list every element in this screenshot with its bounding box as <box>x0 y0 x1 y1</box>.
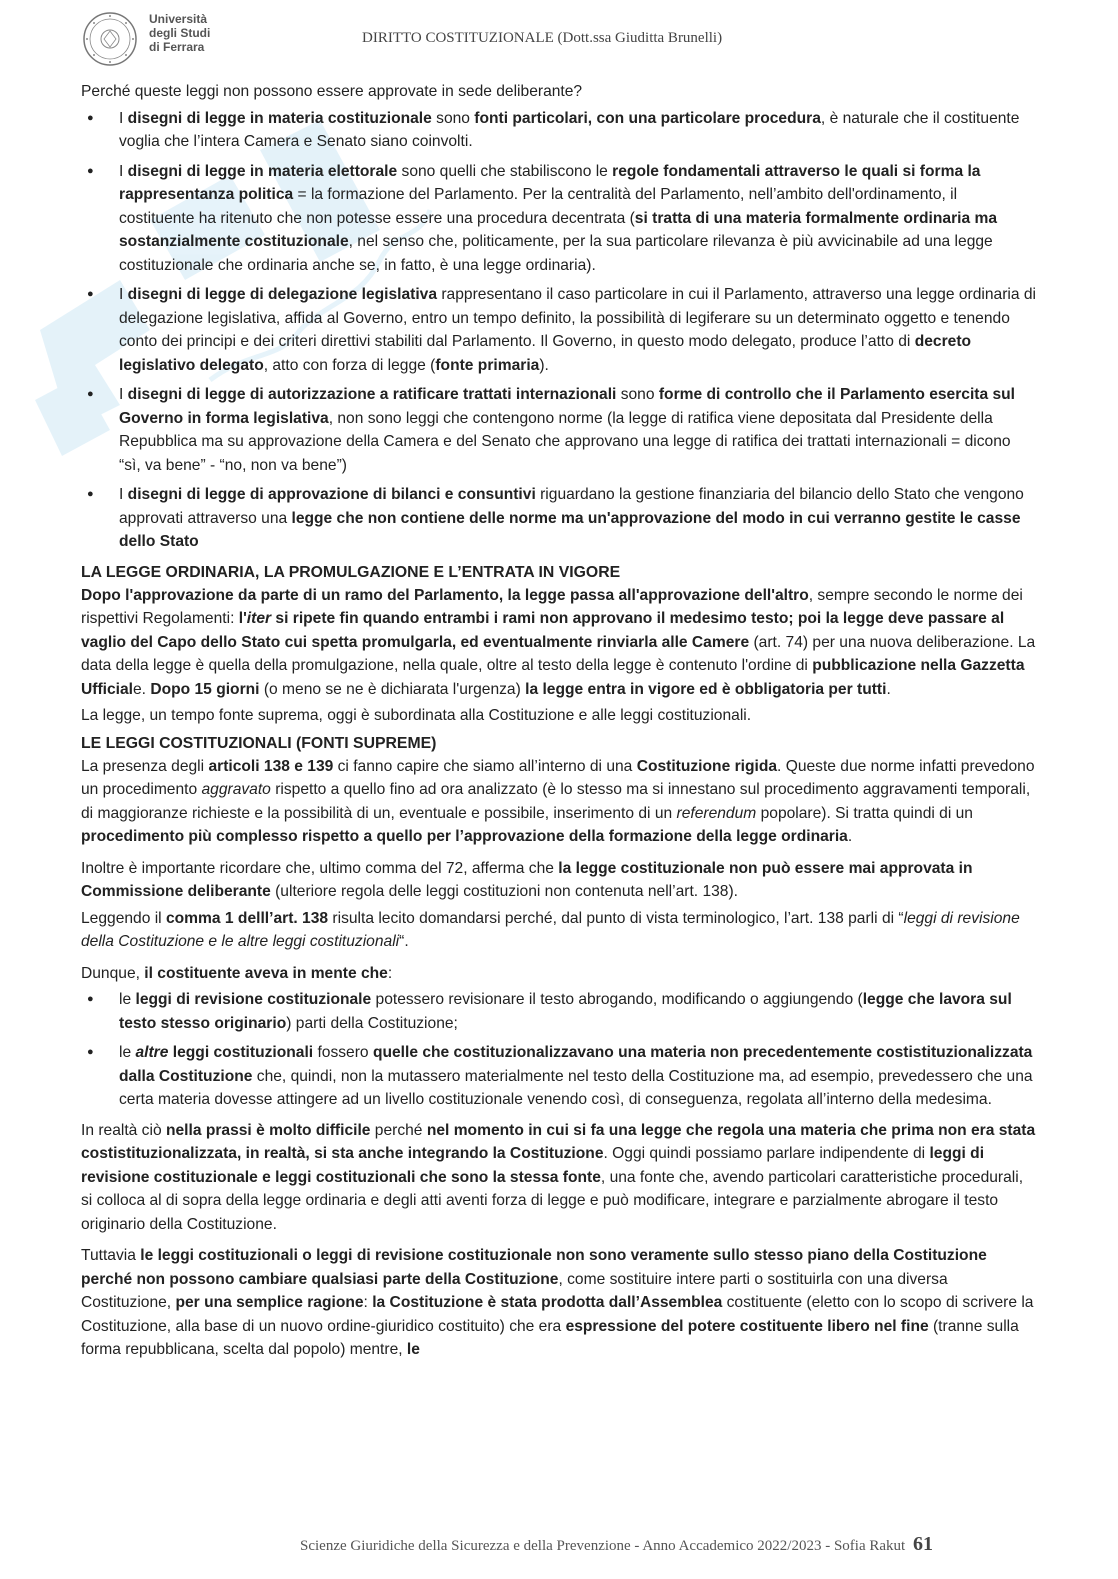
page-number: 61 <box>912 1533 933 1555</box>
paragraph: La legge, un tempo fonte suprema, oggi è subordinata alla Costituzione e alle leggi costituzionali. <box>81 707 752 724</box>
paragraph: Leggendo il comma 1 delll’art. 138 risulta lecito domandarsi perché, dal punto di vista terminologico, l’art. 138 parli di “leggi di revisione della Costituzione e le altre leggi costituzionali“. <box>81 909 1020 950</box>
footer-text: Scienze Giuridiche della Sicurezza e della Prevenzione - Anno Accademico 2022/2023 - Sofia Rakut <box>300 1538 906 1554</box>
section-heading-constitutional-laws: LE LEGGI COSTITUZIONALI (FONTI SUPREME) <box>81 734 437 752</box>
university-seal-icon <box>82 11 138 67</box>
university-name: Università degli Studi di Ferrara <box>149 12 211 54</box>
paragraph: Dopo l'approvazione da parte di un ramo del Parlamento, la legge passa all'approvazione dell'altro, sempre secondo le norme dei rispettivi Regolamenti: l'iter si ripete fin quando entrambi i rami non approvano il medesimo testo; poi la legge deve passare al vaglio del Capo dello Stato cui spetta promulgarla, ed eventualmente rinviarla alle Camere (art. 74) per una nuova deliberazione. La data della legge è quella della promulgazione, nella quale, oltre al testo della legge è contenuto l'ordine di pubblicazione nella Gazzetta Ufficiale. Dopo 15 giorni (o meno se ne è dichiarata l'urgenza) la legge entra in vigore ed è obbligatoria per tutti. <box>81 586 1036 698</box>
paragraph: In realtà ciò nella prassi è molto difficile perché nel momento in cui si fa una legge che regola una materia che prima non era stata costistituzionalizzata, in realtà, si sta anche integrando la Costituzione. Oggi quindi possiamo parlare indipendente di leggi di revisione costituzionale e leggi costituzionali che sono la stessa fonte, una fonte che, avendo particolari caratteristiche procedurali, si colloca al di sopra della legge ordinaria e degli atti aventi forza di legge e può modificare, integrare e parzialmente abrogare il testo originario della Costituzione. <box>81 1121 1036 1233</box>
page-header <box>0 0 1118 70</box>
list-item: ● I disegni di legge di approvazione di bilanci e consuntivi riguardano la gestione finanziaria del bilancio dello Stato che vengono approvati attraverso una legge che non contiene delle norme ma un'approvazione del modo in cui verranno gestite le casse dello Stato <box>81 483 1036 554</box>
list-item: ● I disegni di legge di autorizzazione a ratificare trattati internazionali sono forme di controllo che il Parlamento esercita sul Governo in forma legislativa, non sono leggi che contengono norme (la legge di ratifica viene depositata dal Presidente della Repubblica ma su approvazione della Camera e del Senato che approvano una legge di ratifica dei trattati internazionali = dicono “sì, va bene” - “no, non va bene”) <box>81 383 1036 477</box>
paragraph: Tuttavia le leggi costituzionali o leggi di revisione costituzionale non sono veramente sullo stesso piano della Costituzione perché non possono cambiare qualsiasi parte della Costituzione, come sostituire intere parti o sostituirla con una diversa Costituzione, per una semplice ragione: la Costituzione è stata prodotta dall’Assemblea costituente (eletto con lo scopo di scrivere la Costituzione, alla base di un nuovo ordine-giuridico costituito) che era espressione del potere costituente libero nel fine (tranne sulla forma repubblicana, scelta dal popolo) mentre, le <box>81 1247 1034 1358</box>
course-title: DIRITTO COSTITUZIONALE (Dott.ssa Giuditta Brunelli) <box>362 30 723 46</box>
paragraph: Inoltre è importante ricordare che, ultimo comma del 72, afferma che la legge costituzionale non può essere mai approvata in Commissione deliberante (ulteriore regola delle leggi costituzioni non contenuta nell’art. 138). <box>81 859 973 900</box>
page-footer <box>300 1533 1040 1556</box>
list-item: ● I disegni di legge in materia costituzionale sono fonti particolari, con una particolare procedura, è naturale che il costituente voglia che l’intera Camera e Senato siano coinvolti. <box>81 107 1036 154</box>
section-heading-ordinary-law: LA LEGGE ORDINARIA, LA PROMULGAZIONE E L’ENTRATA IN VIGORE <box>81 563 621 581</box>
constituent-intent-list <box>81 988 1036 1112</box>
list-item: ● le altre leggi costituzionali fossero quelle che costituzionalizzavano una materia non precedentemente costistituzionalizzata dalla Costituzione che, quindi, non la mutassero materialmente nel testo della Costituzione ma, ad esempio, prevedessero che una certa materia dovesse attingere ad un livello costituzionale venendo così, di conseguenza, regolata all’interno della medesima. <box>81 1041 1036 1112</box>
paragraph: La presenza degli articoli 138 e 139 ci fanno capire che siamo all’interno di una Costituzione rigida. Queste due norme infatti prevedono un procedimento aggravato rispetto a quello fino ad ora analizzato (è lo stesso ma si innestano sul procedimento aggravamenti temporali, di maggioranze richieste e la possibilità di un, eventuale e possibile, inserimento di un referendum popolare). Si tratta quindi di un procedimento più complesso rispetto a quello per l’approvazione della formazione della legge ordinaria. <box>81 757 1035 845</box>
list-item: ● le leggi di revisione costituzionale potessero revisionare il testo abrogando, modificando o aggiungendo (legge che lavora sul testo stesso originario) parti della Costituzione; <box>81 988 1036 1035</box>
document-body <box>81 80 1036 1365</box>
paragraph: Dunque, il costituente aveva in mente che: <box>81 964 393 982</box>
bill-types-list <box>81 107 1036 554</box>
intro-question: Perché queste leggi non possono essere approvate in sede deliberante? <box>81 83 583 100</box>
list-item: ● I disegni di legge in materia elettorale sono quelli che stabiliscono le regole fondamentali attraverso le quali si forma la rappresentanza politica = la formazione del Parlamento. Per la centralità del Parlamento, nell’ambito dell'ordinamento, il costituente ha ritenuto che non potesse essere una procedura decentrata (si tratta di una materia formalmente ordinaria ma sostanzialmente costituzionale, nel senso che, politicamente, per la sua particolare rilevanza è più avvicinabile ad una legge costituzionale che ordinaria anche se, in fatto, è una legge ordinaria). <box>81 160 1036 278</box>
list-item: ● I disegni di legge di delegazione legislativa rappresentano il caso particolare in cui il Parlamento, attraverso una legge ordinaria di delegazione legislativa, affida al Governo, entro un tempo definito, la possibilità di legiferare su un determinato oggetto e tenendo conto dei principi e dei criteri direttivi stabiliti dal Parlamento. Il Governo, in questo modo delegato, produce l’atto di decreto legislativo delegato, atto con forza di legge (fonte primaria). <box>81 283 1036 377</box>
